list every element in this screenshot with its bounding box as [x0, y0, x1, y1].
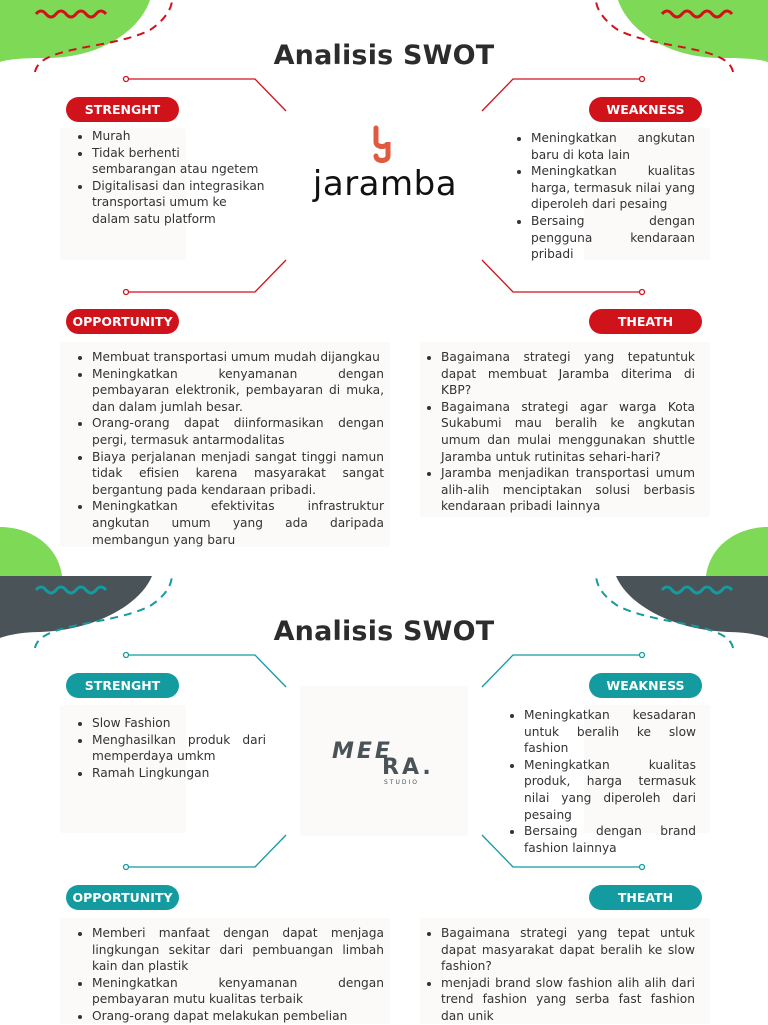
list-item: • Meningkatkan angkutan baru di kota lain	[531, 130, 695, 163]
section1-weakness-list	[513, 130, 695, 263]
list-item: • Jaramba menjadikan transportasi umum alih-alih menciptakan solusi berbasis kendaraan pribadi lainnya	[441, 465, 695, 515]
list-item: • Bersaing dengan brand fashion lainnya	[524, 823, 696, 856]
section1-threat-label: THEATH	[589, 309, 702, 334]
list-item: • Memberi manfaat dengan dapat menjaga lingkungan sekitar dari pembuangan limbah kain dan plastik	[92, 925, 384, 975]
list-item: • Meningkatkan kualitas harga, termasuk nilai yang diperoleh dari pesaing	[531, 163, 695, 213]
mid-left-green-blob	[0, 527, 62, 576]
section2-opportunity-label: OPPORTUNITY	[66, 885, 179, 910]
list-item: • menjadi brand slow fashion alih alih dari trend fashion yang serba fast fashion dan unik	[441, 975, 695, 1025]
list-item: • Tidak berhenti sembarangan atau ngetem	[92, 145, 266, 178]
jaramba-brand-text: jaramba	[312, 164, 458, 204]
list-item: • Bagaimana strategi yang tepatuntuk dapat membuat Jaramba diterima di KBP?	[441, 349, 695, 399]
section1-strength-list	[74, 128, 266, 228]
list-item: • Digitalisasi dan integrasikan transportasi umum ke dalam satu platform	[92, 178, 266, 228]
section2-opportunity-list	[74, 925, 384, 1025]
section2-title: Analisis SWOT	[273, 616, 495, 647]
list-item: • Meningkatkan kesadaran untuk beralih ke slow fashion	[524, 707, 696, 757]
list-item: • Orang-orang dapat melakukan pembelian	[92, 1008, 384, 1025]
list-item: • Membuat transportasi umum mudah dijangkau	[92, 349, 384, 366]
section1-logo	[298, 118, 470, 213]
section1-threat-list	[423, 349, 695, 515]
section2-weakness-list	[506, 707, 696, 856]
section2-weakness-label: WEAKNESS	[589, 673, 702, 698]
list-item: • Bagaimana strategi agar warga Kota Sukabumi mau beralih ke angkutan umum dan mulai menggunakan shuttle Jaramba untuk rutinitas sehari-hari?	[441, 399, 695, 465]
list-item: • Meningkatkan kenyamanan dengan pembayaran elektronik, pembayaran di muka, dan dalam jumlah besar.	[92, 366, 384, 416]
section1-strength-label: STRENGHT	[66, 97, 179, 122]
section1-title: Analisis SWOT	[273, 40, 495, 71]
list-item: • Orang-orang dapat diinformasikan dengan pergi, termasuk antarmodalitas	[92, 415, 384, 448]
section2-logo	[300, 735, 468, 795]
list-item: • Bersaing dengan pengguna kendaraan pribadi	[531, 213, 695, 263]
section2-strength-list	[74, 715, 266, 781]
section1-opportunity-label: OPPORTUNITY	[66, 309, 179, 334]
mid-right-green-blob	[706, 527, 768, 576]
list-item: • Meningkatkan kenyamanan dengan pembayaran mutu kualitas terbaik	[92, 975, 384, 1008]
section1-weakness-label: WEAKNESS	[589, 97, 702, 122]
list-item: • Slow Fashion	[92, 715, 266, 732]
meera-logo-line1: MEE	[332, 739, 393, 764]
list-item: • Menghasilkan produk dari memperdaya umkm	[92, 732, 266, 765]
meera-logo-line2: RA.	[382, 755, 434, 780]
list-item: • Meningkatkan efektivitas infrastruktur angkutan umum yang ada daripada membangun yang baru	[92, 498, 384, 548]
meera-logo-sub: STUDIO	[384, 779, 419, 786]
section2-threat-label: THEATH	[589, 885, 702, 910]
section2-threat-list	[423, 925, 695, 1025]
section2-strength-label: STRENGHT	[66, 673, 179, 698]
list-item: • Meningkatkan kualitas produk, harga termasuk nilai yang diperoleh dari pesaing	[524, 757, 696, 823]
section1-opportunity-list	[74, 349, 384, 548]
list-item: • Biaya perjalanan menjadi sangat tinggi namun tidak efisien karena masyarakat sangat bergantung pada kendaraan pribadi.	[92, 449, 384, 499]
list-item: • Bagaimana strategi yang tepat untuk dapat masyarakat dapat beralih ke slow fashion?	[441, 925, 695, 975]
list-item: • Ramah Lingkungan	[92, 765, 266, 782]
list-item: • Murah	[92, 128, 266, 145]
